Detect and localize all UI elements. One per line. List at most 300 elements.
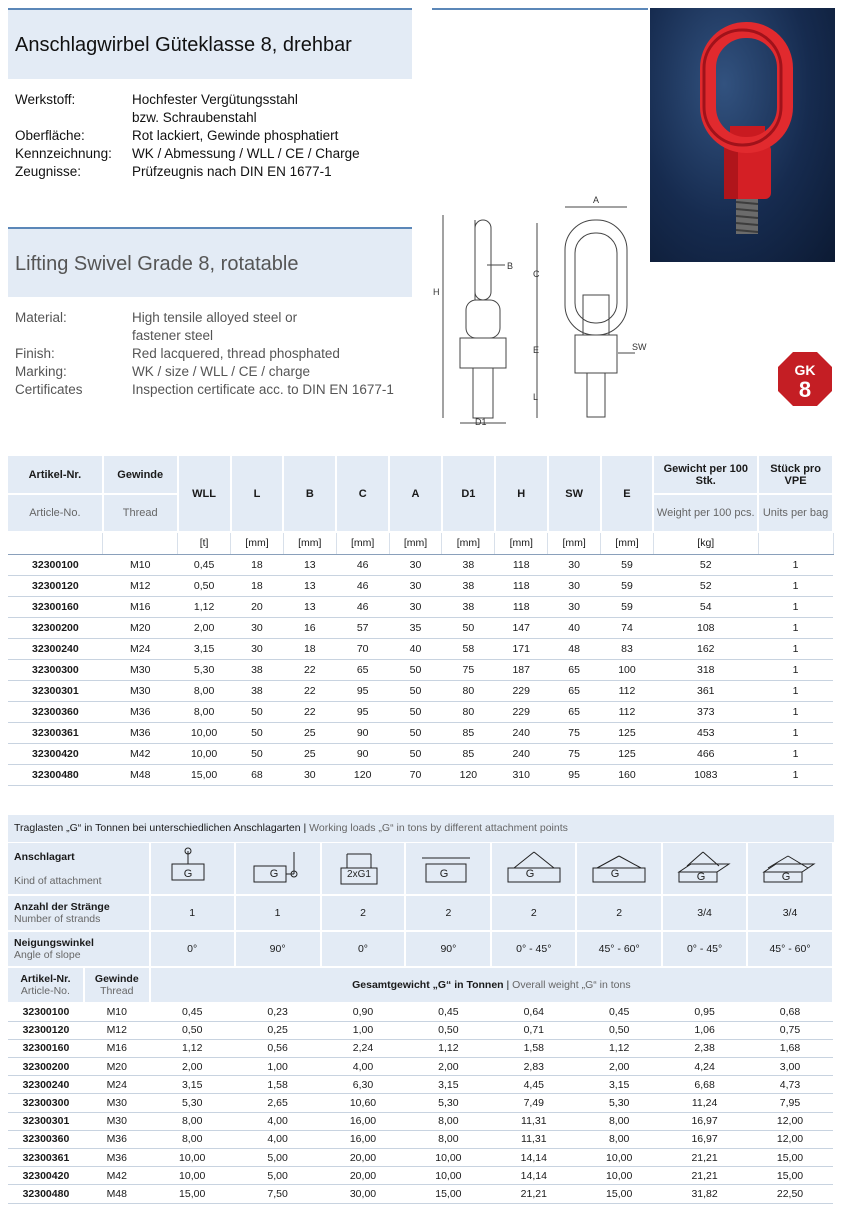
table-cell: M36 [84,1149,150,1167]
table-row [8,1130,833,1148]
table-row [8,701,833,722]
table-cell: 6,68 [662,1076,747,1094]
article-number: 32300300 [8,659,103,680]
table-cell: M48 [84,1185,150,1203]
article-number: 32300480 [8,764,103,785]
table-cell: 25 [283,722,336,743]
table-row [8,1039,833,1057]
attachment-type-cell [662,843,747,895]
table-cell: 21,21 [662,1167,747,1185]
unit-cell: [mm] [336,532,389,554]
attachment-icon-label: 2xG1 [347,869,371,880]
table-cell: 59 [601,596,654,617]
attachment-icon-label: G [781,871,791,883]
table-cell: 54 [653,596,758,617]
table-cell: 1,12 [405,1039,491,1057]
caption-de: Traglasten „G“ in Tonnen bei unterschiedlichen Anschlagarten [14,822,301,834]
table-cell: 112 [601,680,654,701]
table-cell: 4,00 [235,1130,321,1148]
table-cell: M36 [103,701,178,722]
table-cell: 1 [758,575,833,596]
table-cell: 50 [389,722,442,743]
table-cell: 65 [548,680,601,701]
dim-label-l: L [533,392,539,402]
article-number: 32300200 [8,617,103,638]
table-cell: 30 [283,764,336,785]
table-cell: 10,00 [150,1149,235,1167]
table-cell: 95 [336,680,389,701]
table-cell: 15,00 [747,1149,833,1167]
spec-row [15,309,394,327]
spec-row [15,91,360,109]
strand-count-cell: 1 [235,895,321,931]
strand-count-cell: 3/4 [662,895,747,931]
table-cell: 125 [601,743,654,764]
col-thread-en: Thread [103,494,178,532]
table-cell: 4,45 [491,1076,576,1094]
attachment-icon-label: G [183,868,193,880]
technical-drawing [425,185,665,430]
badge-line1: GK [794,362,816,378]
table-cell: 46 [336,575,389,596]
table-cell: 13 [283,554,336,575]
unit-blank [758,532,833,554]
table-cell: M20 [84,1058,150,1076]
table-row [8,554,833,575]
table-cell: 16,97 [662,1112,747,1130]
table-cell: 2,00 [178,617,231,638]
table-cell: M24 [84,1076,150,1094]
table-cell: 12,00 [747,1112,833,1130]
table-cell: 15,00 [747,1167,833,1185]
attachment-icon-label: G [440,868,449,880]
article-number: 32300120 [8,575,103,596]
article-number: 32300360 [8,701,103,722]
load-table [8,843,834,1204]
table-cell: 0,71 [491,1021,576,1039]
table-cell: 8,00 [576,1130,662,1148]
table-cell: 8,00 [576,1112,662,1130]
table-cell: 11,31 [491,1112,576,1130]
table-cell: 120 [442,764,495,785]
table-row [8,743,833,764]
article-number: 32300361 [8,722,103,743]
spec-label: Material: [15,310,67,325]
spec-row [15,327,394,345]
dim-label-c: C [533,269,540,279]
table-cell: 22 [283,659,336,680]
product-photo [650,8,835,262]
unit-cell: [mm] [601,532,654,554]
table-row [8,575,833,596]
table-cell: M42 [84,1167,150,1185]
table-cell: 30 [548,596,601,617]
table-row [8,659,833,680]
table-cell: 13 [283,596,336,617]
table-cell: 20 [231,596,284,617]
attachment-type-cell [405,843,491,895]
table-cell: 50 [389,743,442,764]
article-number: 32300300 [8,1094,84,1112]
table-cell: 38 [231,680,284,701]
table-cell: 1 [758,596,833,617]
top-divider [432,8,648,10]
table-cell: 361 [653,680,758,701]
table-cell: 0,56 [235,1039,321,1057]
col-wll: WLL [178,456,231,532]
grade-badge [776,350,834,408]
article-number: 32300240 [8,1076,84,1094]
dimensions-table [8,456,834,786]
table-cell: 0,45 [576,1003,662,1021]
article-number: 32300240 [8,638,103,659]
spec-value: bzw. Schraubenstahl [132,110,257,125]
table-cell: 1 [758,764,833,785]
table-cell: 57 [336,617,389,638]
table-cell: 6,30 [321,1076,406,1094]
col-a: A [389,456,442,532]
table-cell: 74 [601,617,654,638]
table-row [8,722,833,743]
table-row [8,1149,833,1167]
dim-label-h: H [433,287,440,297]
table-row [8,1003,833,1021]
table-cell: 30 [231,617,284,638]
table-cell: 1 [758,701,833,722]
unit-cell: [mm] [389,532,442,554]
table-row [8,1076,833,1094]
col-weight-en: Weight per 100 pcs. [653,494,758,532]
t2-col-total-en: Overall weight „G“ in tons [512,979,631,991]
table-cell: M30 [84,1094,150,1112]
article-number: 32300100 [8,554,103,575]
spec-value: High tensile alloyed steel or [132,310,298,325]
table-cell: 50 [389,701,442,722]
table-cell: 50 [231,701,284,722]
table-cell: 1,12 [178,596,231,617]
table-cell: 14,14 [491,1149,576,1167]
table-cell: M30 [84,1112,150,1130]
table-cell: 318 [653,659,758,680]
col-c: C [336,456,389,532]
table-cell: 70 [389,764,442,785]
spec-value: Rot lackiert, Gewinde phosphatiert [132,128,339,143]
table-cell: 108 [653,617,758,638]
table-cell: 22,50 [747,1185,833,1203]
t2-col-thread-de: Gewinde [94,973,139,985]
article-number: 32300120 [8,1021,84,1039]
table-cell: 1 [758,743,833,764]
attachment-icon [673,846,737,888]
attachment-icon [758,846,822,888]
strands-label [8,895,150,931]
table-cell: 5,00 [235,1167,321,1185]
table-row [8,1185,833,1203]
article-number: 32300361 [8,1149,84,1167]
table-cell: 4,73 [747,1076,833,1094]
table-cell: M30 [103,659,178,680]
table-cell: 52 [653,554,758,575]
table-cell: 240 [495,722,548,743]
table-cell: 4,00 [321,1058,406,1076]
table-cell: 11,24 [662,1094,747,1112]
table-cell: 15,00 [576,1185,662,1203]
table-row [8,680,833,701]
angle-label-de: Neigungswinkel [14,937,94,949]
table-cell: 11,31 [491,1130,576,1148]
spec-value: Inspection certificate acc. to DIN EN 1677-1 [132,382,394,397]
attachment-icon-label: G [269,868,278,880]
table-cell: 1,00 [235,1058,321,1076]
table-cell: 0,50 [576,1021,662,1039]
table-cell: M42 [103,743,178,764]
attachment-type-cell [321,843,406,895]
article-number: 32300420 [8,1167,84,1185]
table-cell: 65 [336,659,389,680]
attachment-type-cell [576,843,662,895]
table-cell: M12 [103,575,178,596]
table-cell: 373 [653,701,758,722]
table-cell: 50 [231,722,284,743]
table-cell: 0,68 [747,1003,833,1021]
table-cell: 85 [442,722,495,743]
spec-label [15,109,132,127]
article-number: 32300160 [8,596,103,617]
table-cell: 0,23 [235,1003,321,1021]
strand-count-cell: 2 [576,895,662,931]
spec-list-de [15,91,360,181]
table-cell: 162 [653,638,758,659]
angle-cell: 45° - 60° [747,931,833,967]
strand-count-cell: 2 [321,895,406,931]
strands-label-en: Number of strands [14,913,101,925]
table-cell: 118 [495,575,548,596]
col-article-de: Artikel-Nr. [8,456,103,494]
col-thread-de: Gewinde [103,456,178,494]
angle-cell: 0° [150,931,235,967]
table-cell: 229 [495,701,548,722]
table-cell: 118 [495,554,548,575]
spec-value: Hochfester Vergütungsstahl [132,92,298,107]
col-weight-de: Gewicht per 100 Stk. [653,456,758,494]
table-cell: 75 [442,659,495,680]
t2-col-total-de: Gesamtgewicht „G“ in Tonnen [352,979,504,991]
unit-cell: [mm] [283,532,336,554]
table-cell: 18 [283,638,336,659]
table-cell: 15,00 [150,1185,235,1203]
t2-col-total: Gesamtgewicht „G“ in Tonnen | Overall weight „G“ in tons [150,967,833,1003]
table-cell: 0,64 [491,1003,576,1021]
table-cell: M30 [103,680,178,701]
table-row [8,1058,833,1076]
table-cell: 0,50 [178,575,231,596]
table-cell: M20 [103,617,178,638]
attachment-type-cell [235,843,321,895]
table-cell: 5,30 [576,1094,662,1112]
article-number: 32300100 [8,1003,84,1021]
table-cell: 10,60 [321,1094,406,1112]
table-cell: 30 [548,575,601,596]
strand-count-cell: 3/4 [747,895,833,931]
table-cell: 95 [548,764,601,785]
spec-list-en [15,309,394,399]
col-units-de: Stück pro VPE [758,456,833,494]
table-cell: 1,00 [321,1021,406,1039]
table-cell: 1 [758,554,833,575]
table-cell: 15,00 [405,1185,491,1203]
table-cell: 50 [389,680,442,701]
page-title-en: Lifting Swivel Grade 8, rotatable [15,253,299,275]
table-cell: M16 [84,1039,150,1057]
caption-separator: | [300,822,310,834]
table-cell: 10,00 [576,1167,662,1185]
table-cell: 1083 [653,764,758,785]
table-cell: 90 [336,722,389,743]
table-cell: 229 [495,680,548,701]
table-cell: 0,90 [321,1003,406,1021]
table-cell: 3,15 [405,1076,491,1094]
table-cell: 100 [601,659,654,680]
attachment-type-cell [150,843,235,895]
table-cell: 1,58 [235,1076,321,1094]
table-cell: 120 [336,764,389,785]
spec-row [15,363,394,381]
table-cell: 2,00 [576,1058,662,1076]
table-cell: 0,50 [405,1021,491,1039]
table-cell: 20,00 [321,1167,406,1185]
table-row [8,1167,833,1185]
unit-cell: [mm] [231,532,284,554]
table-cell: 75 [548,743,601,764]
spec-row [15,127,360,145]
dim-label-a: A [593,195,600,205]
table-cell: 1 [758,638,833,659]
table-cell: 160 [601,764,654,785]
col-sw: SW [548,456,601,532]
badge-line2: 8 [798,377,812,402]
attachment-type-cell [491,843,576,895]
angle-cell: 0° - 45° [491,931,576,967]
dim-label-e: E [533,345,540,355]
table-cell: 0,45 [150,1003,235,1021]
table-cell: 8,00 [178,701,231,722]
table-cell: 16,00 [321,1112,406,1130]
article-number: 32300200 [8,1058,84,1076]
table-cell: 8,00 [150,1130,235,1148]
table-cell: 5,30 [150,1094,235,1112]
table-cell: 5,30 [178,659,231,680]
table-cell: M36 [103,722,178,743]
table-cell: 3,15 [178,638,231,659]
table-row [8,617,833,638]
table-cell: 65 [548,701,601,722]
unit-cell: [t] [178,532,231,554]
table-cell: 187 [495,659,548,680]
table-cell: 2,00 [150,1058,235,1076]
table-cell: 10,00 [405,1149,491,1167]
table-cell: 10,00 [150,1167,235,1185]
angle-cell: 90° [235,931,321,967]
table-row [8,638,833,659]
table-cell: 0,50 [150,1021,235,1039]
table-cell: 80 [442,680,495,701]
table-cell: 1,12 [576,1039,662,1057]
table-cell: 12,00 [747,1130,833,1148]
attachment-icon [502,846,566,888]
attachment-icon-label: G [525,868,535,880]
table-cell: M16 [103,596,178,617]
col-d1: D1 [442,456,495,532]
table-cell: 38 [231,659,284,680]
table-cell: 147 [495,617,548,638]
col-units-en: Units per bag [758,494,833,532]
table-cell: 118 [495,596,548,617]
angle-cell: 90° [405,931,491,967]
table-cell: 95 [336,701,389,722]
t2-col-article-de: Artikel-Nr. [20,973,71,985]
table-cell: 2,65 [235,1094,321,1112]
col-e: E [601,456,654,532]
attachment-type-cell [747,843,833,895]
title-box-de [8,8,412,79]
spec-value: Red lacquered, thread phosphated [132,346,340,361]
table-cell: 75 [548,722,601,743]
table-cell: 38 [442,596,495,617]
table-cell: 2,83 [491,1058,576,1076]
table-cell: 38 [442,575,495,596]
table-cell: M48 [103,764,178,785]
article-number: 32300480 [8,1185,84,1203]
table-cell: 50 [389,659,442,680]
spec-row [15,381,394,399]
table-cell: 30 [389,596,442,617]
spec-value: Prüfzeugnis nach DIN EN 1677-1 [132,164,332,179]
spec-row [15,145,360,163]
table-cell: 14,14 [491,1167,576,1185]
table-cell: 50 [442,617,495,638]
table-cell: 8,00 [405,1112,491,1130]
table-cell: 1 [758,722,833,743]
spec-row [15,345,394,363]
spec-label: Kennzeichnung: [15,146,112,161]
table-cell: 35 [389,617,442,638]
table-cell: 4,24 [662,1058,747,1076]
unit-cell: [mm] [442,532,495,554]
table-row [8,764,833,785]
table-cell: 2,38 [662,1039,747,1057]
angle-label [8,931,150,967]
spec-value: fastener steel [132,328,214,343]
attachment-icon [416,846,480,888]
angle-cell: 0° [321,931,406,967]
table-cell: 466 [653,743,758,764]
table-cell: 3,15 [150,1076,235,1094]
t2-col-article-en: Article-No. [20,985,70,997]
table-cell: 21,21 [662,1149,747,1167]
table-cell: 59 [601,554,654,575]
table-cell: 0,45 [405,1003,491,1021]
unit-cell: [kg] [653,532,758,554]
article-number: 32300360 [8,1130,84,1148]
t2-col-thread-en: Thread [100,985,134,997]
table-cell: 240 [495,743,548,764]
table-cell: 83 [601,638,654,659]
spec-label: Zeugnisse: [15,164,82,179]
table-cell: 48 [548,638,601,659]
table-cell: 85 [442,743,495,764]
table-cell: 10,00 [178,743,231,764]
table-cell: 10,00 [405,1167,491,1185]
